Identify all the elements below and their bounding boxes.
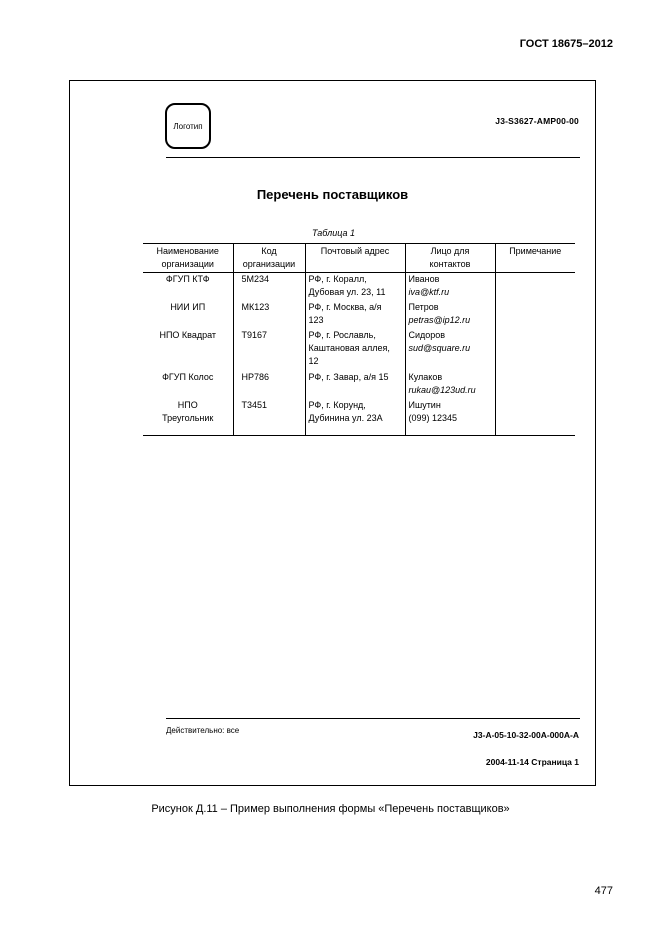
standard-number: ГОСТ 18675–2012 bbox=[519, 38, 613, 50]
address-cell: РФ, г. Коралл, Дубовая ул. 23, 11 bbox=[305, 273, 405, 302]
table-row bbox=[143, 371, 575, 399]
address-cell: РФ, г. Рославль, Каштановая аллея, 12 bbox=[305, 329, 405, 371]
validity-note: Действительно: все bbox=[166, 726, 240, 735]
org-name-cell: НПО Треугольник bbox=[143, 399, 233, 436]
figure-caption: Рисунок Д.11 – Пример выполнения формы «Перечень поставщиков» bbox=[151, 803, 510, 815]
org-code-cell: Т9167 bbox=[233, 329, 305, 371]
column-header: Код организации bbox=[233, 244, 305, 273]
note-cell bbox=[495, 371, 575, 399]
contact-cell: Ишутин (099) 12345 bbox=[405, 399, 495, 436]
note-cell bbox=[495, 273, 575, 302]
address-cell: РФ, г. Корунд, Дубинина ул. 23А bbox=[305, 399, 405, 436]
org-name-cell: ФГУП Колос bbox=[162, 372, 214, 382]
note-cell bbox=[495, 399, 575, 436]
table-row bbox=[143, 399, 575, 436]
table-header-row bbox=[143, 244, 575, 273]
form-title: Перечень поставщиков bbox=[256, 187, 409, 202]
contact-cell: Кулаков rukau@123ud.ru bbox=[405, 371, 495, 399]
address-cell: РФ, г. Москва, а/я 123 bbox=[305, 301, 405, 329]
org-code-cell: 5M234 bbox=[233, 273, 305, 302]
footer-date-page: 2004-11-14 Страница 1 bbox=[485, 757, 579, 767]
table-row bbox=[143, 329, 575, 371]
footer-rule bbox=[166, 718, 580, 719]
column-header: Наименование организации bbox=[156, 246, 219, 269]
note-cell bbox=[495, 329, 575, 371]
form-frame bbox=[69, 80, 596, 786]
logo-box bbox=[165, 103, 211, 149]
address-cell: РФ, г. Завар, а/я 15 bbox=[305, 371, 405, 399]
column-header: Примечание bbox=[495, 244, 575, 273]
org-name-cell: НПО Квадрат bbox=[159, 330, 217, 340]
document-number: J3-S3627-AMP00-00 bbox=[495, 116, 579, 126]
org-code-cell: HP786 bbox=[233, 371, 305, 399]
org-name-cell: НИИ ИП bbox=[170, 302, 206, 312]
contact-cell: Иванов iva@ktf.ru bbox=[405, 273, 495, 302]
note-cell bbox=[495, 301, 575, 329]
table-caption: Таблица 1 bbox=[312, 228, 356, 238]
org-name-cell: ФГУП КТФ bbox=[165, 274, 210, 284]
org-code-cell: T3451 bbox=[233, 399, 305, 436]
contact-cell: Сидоров sud@square.ru bbox=[405, 329, 495, 371]
logo-label: Логотип bbox=[173, 121, 203, 131]
column-header: Почтовый адрес bbox=[305, 244, 405, 273]
table-row bbox=[143, 301, 575, 329]
footer-document-number: J3-A-05-10-32-00A-000A-A bbox=[473, 730, 579, 740]
page-number: 477 bbox=[594, 885, 613, 897]
suppliers-table bbox=[143, 243, 575, 436]
header-rule bbox=[166, 157, 580, 158]
org-code-cell: МК123 bbox=[233, 301, 305, 329]
column-header: Лицо для контактов bbox=[405, 244, 495, 273]
table-row bbox=[143, 273, 575, 302]
contact-cell: Петров petras@ip12.ru bbox=[405, 301, 495, 329]
